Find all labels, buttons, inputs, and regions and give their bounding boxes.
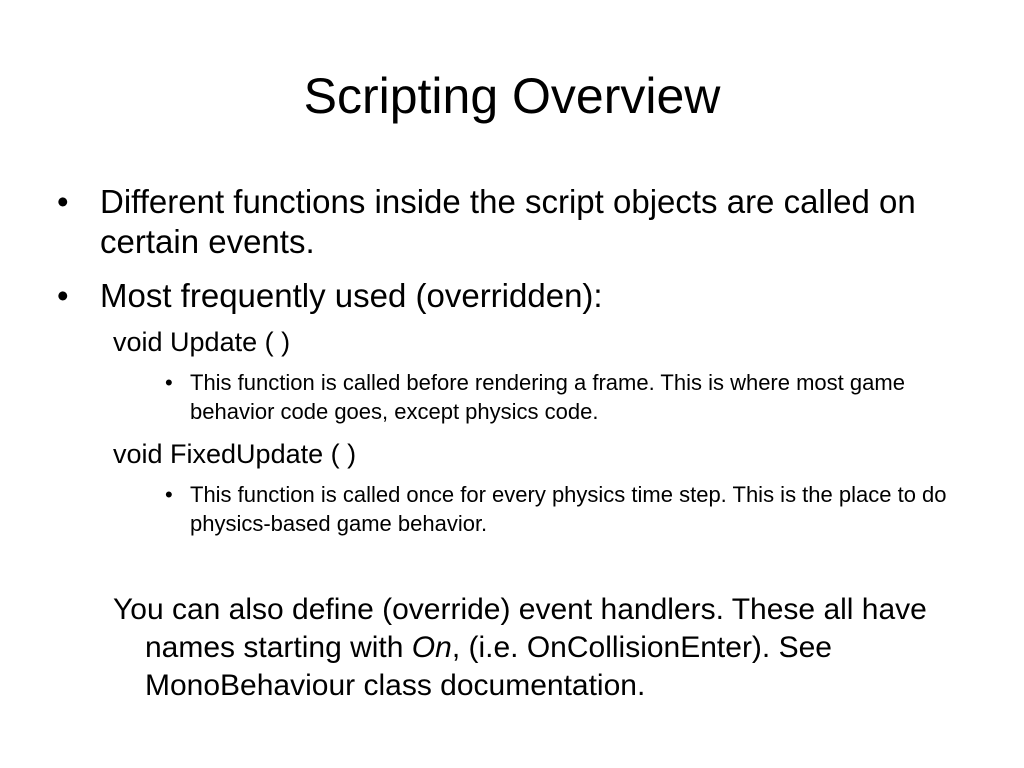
slide-title: Scripting Overview <box>303 68 721 124</box>
bullet-text: Most frequently used (overridden): <box>100 277 603 314</box>
bullet-dot: • <box>165 482 173 507</box>
note-emphasis: On <box>411 631 452 664</box>
bullet-dot: • <box>57 277 69 314</box>
bullet-text: Different functions inside the script objects are called on certain events. <box>100 183 916 260</box>
detail-text: This function is called before rendering a frame. This is where most game behavior code goes, except physics code. <box>190 370 905 424</box>
function-signature: void Update ( ) <box>113 327 291 357</box>
function-detail <box>165 480 970 538</box>
bullet-dot: • <box>165 370 173 395</box>
note-text: , (i.e. OnCollisionEnter). See MonoBehaviour class documentation. <box>145 631 832 702</box>
function-signature: void FixedUpdate ( ) <box>113 439 357 469</box>
function-detail <box>165 368 970 426</box>
detail-text: This function is called once for every physics time step. This is the place to do physics-based game behavior. <box>190 482 947 536</box>
bullet-item <box>57 276 970 316</box>
note-text: You can also define (override) event handlers. These all have names starting with <box>113 593 927 664</box>
bullet-item <box>57 182 970 262</box>
bullet-dot: • <box>57 183 69 220</box>
event-handlers-note <box>113 591 1005 705</box>
